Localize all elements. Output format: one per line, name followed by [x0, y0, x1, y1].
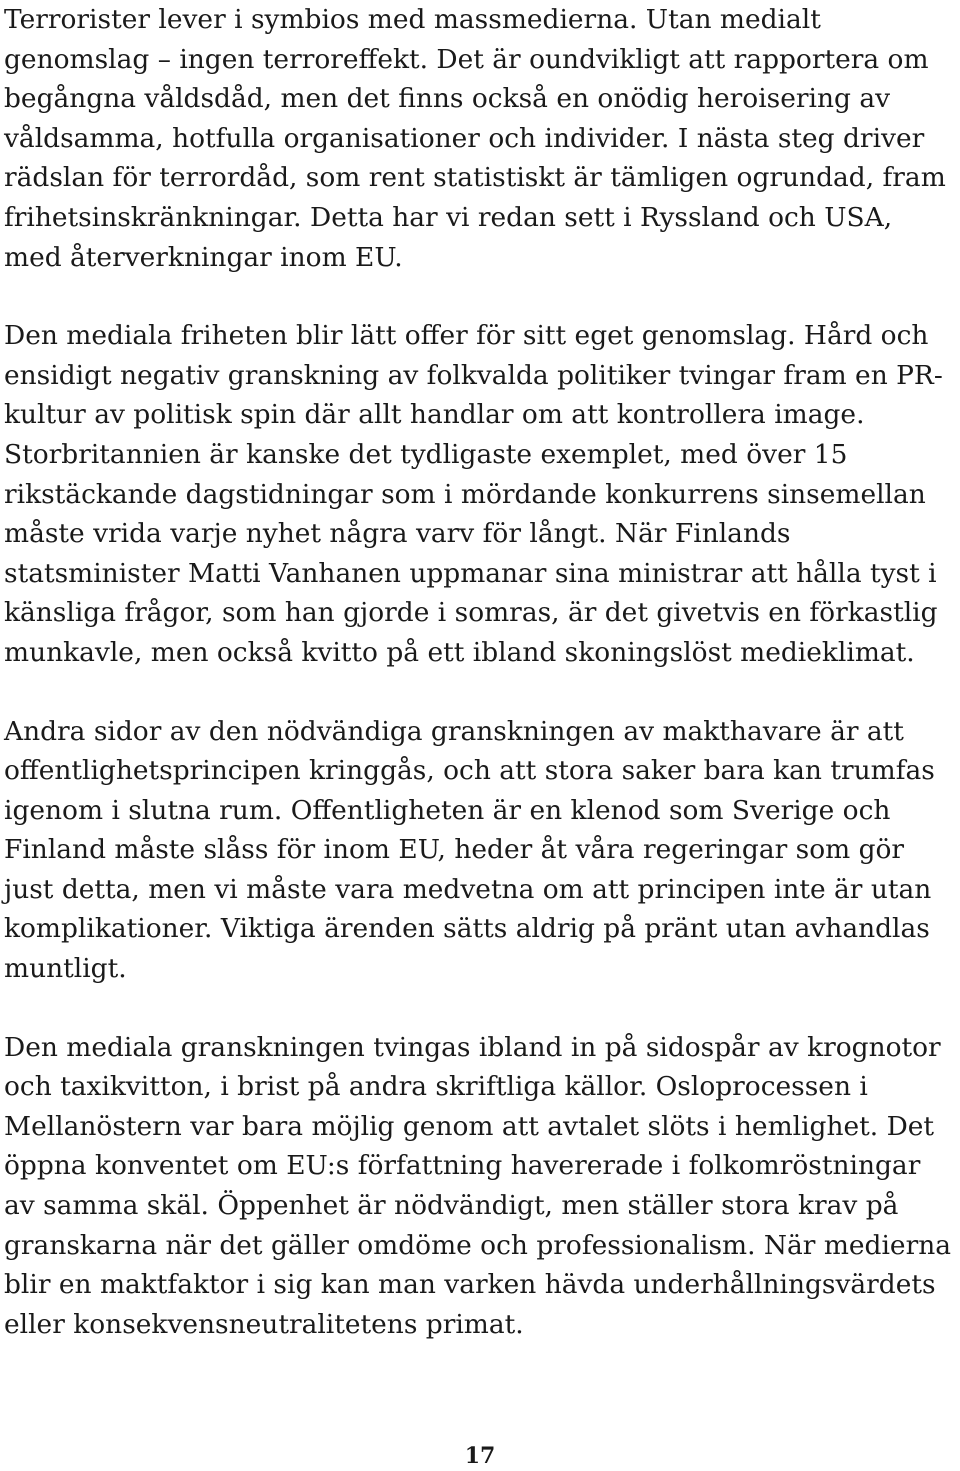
text-line: Den mediala friheten blir lätt offer för sitt eget genomslag. Hård och — [4, 320, 929, 352]
document-page — [4, 0, 956, 1344]
text-line: begångna våldsdåd, men det finns också en onödig heroisering av — [4, 83, 891, 115]
paragraph-scrutiny — [4, 1028, 956, 1345]
text-line: ensidigt negativ granskning av folkvalda politiker tvingar fram en PR- — [4, 359, 943, 391]
text-line: Mellanöstern var bara möjlig genom att avtalet slöts i hemlighet. Det — [4, 1110, 935, 1142]
text-line: offentlighetsprincipen kringgås, och att stora saker bara kan trumfas — [4, 755, 935, 787]
paragraph-media-freedom — [4, 316, 956, 672]
text-line: komplikationer. Viktiga ärenden sätts aldrig på pränt utan avhandlas — [4, 913, 930, 945]
text-line: och taxikvitton, i brist på andra skriftliga källor. Osloprocessen i — [4, 1071, 868, 1103]
text-line: frihetsinskränkningar. Detta har vi redan sett i Ryssland och USA, — [4, 201, 893, 233]
text-line: Terrorister lever i symbios med massmedierna. Utan medialt — [4, 4, 821, 35]
text-line: med återverkningar inom EU. — [4, 241, 403, 273]
text-line: av samma skäl. Öppenhet är nödvändigt, men ställer stora krav på — [4, 1190, 899, 1222]
paragraph-terrorism — [4, 0, 956, 277]
page-number: 17 — [464, 1443, 496, 1469]
text-line: just detta, men vi måste vara medvetna om att principen inte är utan — [4, 873, 932, 905]
text-line: blir en maktfaktor i sig kan man varken hävda underhållningsvärdets — [4, 1269, 936, 1301]
text-line: kultur av politisk spin där allt handlar om att kontrollera image. — [4, 399, 865, 431]
paragraph-public-access — [4, 712, 956, 989]
text-line: måste vrida varje nyhet några varv för långt. När Finlands — [4, 518, 791, 550]
text-line: våldsamma, hotfulla organisationer och individer. I nästa steg driver — [4, 122, 925, 154]
text-line: munkavle, men också kvitto på ett ibland skoningslöst medieklimat. — [4, 636, 915, 668]
text-line: öppna konventet om EU:s författning havererade i folkomröstningar — [4, 1150, 921, 1182]
text-line: rikstäckande dagstidningar som i mördande konkurrens sinsemellan — [4, 478, 926, 510]
text-line: rädslan för terrordåd, som rent statistiskt är tämligen ogrundad, fram — [4, 162, 946, 194]
text-line: statsminister Matti Vanhanen uppmanar sina ministrar att hålla tyst i — [4, 557, 937, 589]
text-line: Andra sidor av den nödvändiga granskningen av makthavare är att — [4, 715, 904, 747]
text-line: igenom i slutna rum. Offentligheten är en klenod som Sverige och — [4, 794, 891, 826]
text-line: eller konsekvensneutralitetens primat. — [4, 1308, 524, 1340]
text-line: känsliga frågor, som han gjorde i somras, är det givetvis en förkastlig — [4, 597, 938, 629]
text-line: granskarna när det gäller omdöme och professionalism. När medierna — [4, 1229, 951, 1261]
text-line: Storbritannien är kanske det tydligaste exemplet, med över 15 — [4, 438, 848, 470]
text-line: muntligt. — [4, 953, 127, 985]
text-line: genomslag – ingen terroreffekt. Det är oundvikligt att rapportera om — [4, 43, 929, 75]
text-line: Den mediala granskningen tvingas ibland in på sidospår av krognotor — [4, 1031, 941, 1063]
text-line: Finland måste slåss för inom EU, heder åt våra regeringar som gör — [4, 834, 905, 866]
